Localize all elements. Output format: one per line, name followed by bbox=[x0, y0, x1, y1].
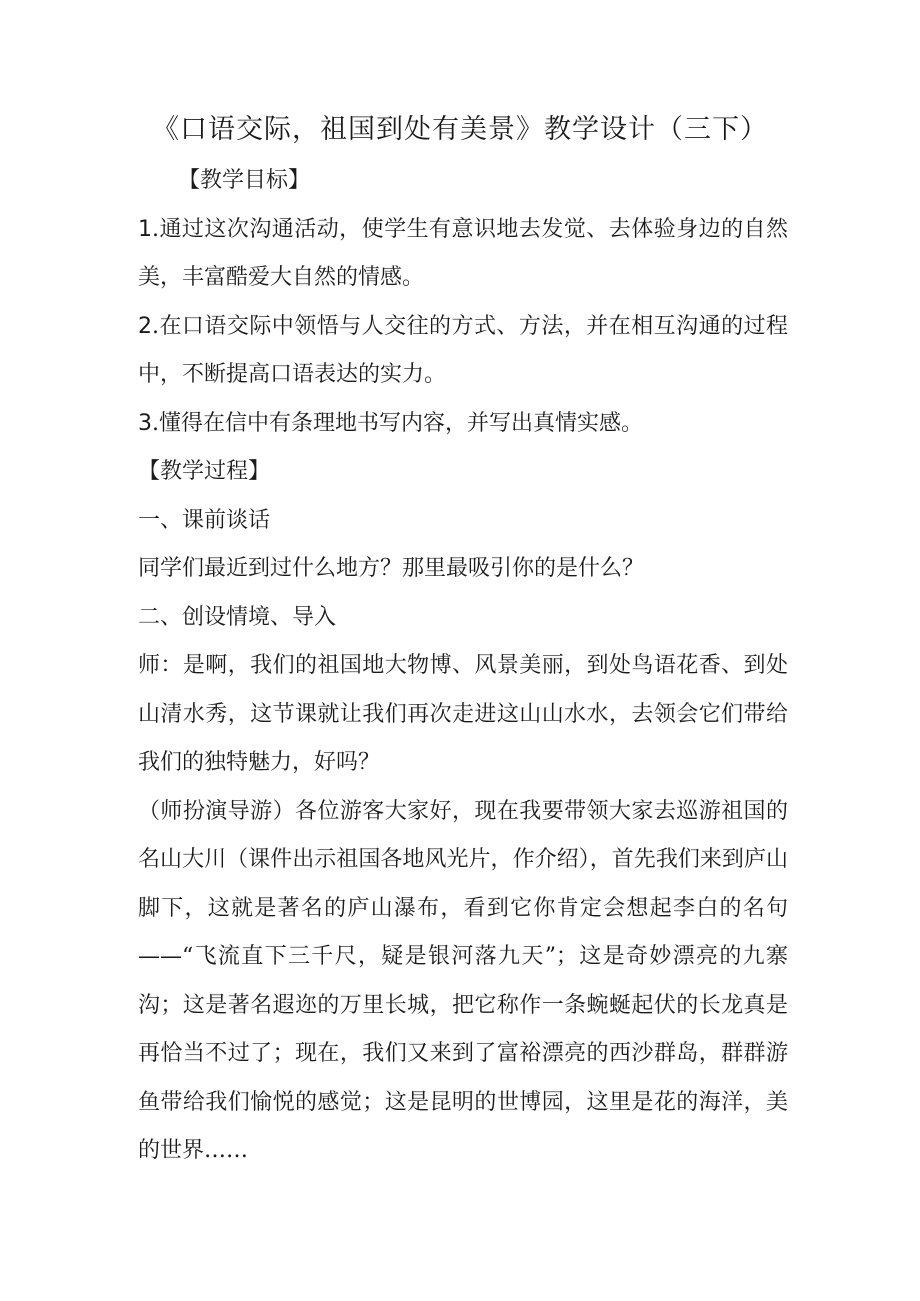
objective-number: 3 bbox=[138, 410, 152, 436]
objective-item-2 bbox=[138, 303, 788, 400]
document-body bbox=[138, 157, 788, 1176]
objective-text: .通过这次沟通活动，使学生有意识地去发觉、去体验身边的自然美，丰富酷爱大自然的情感。 bbox=[138, 216, 788, 290]
section2-paragraph-1: 师：是啊，我们的祖国地大物博、风景美丽，到处鸟语花香、到处山清水秀，这节课就让我们再次走进这山山水水，去领会它们带给我们的独特魅力，好吗？ bbox=[138, 653, 788, 775]
objective-item-3 bbox=[138, 400, 788, 449]
objective-number: 1 bbox=[138, 216, 152, 242]
process-heading: 【教学过程】 bbox=[138, 459, 271, 484]
objectives-heading: 【教学目标】 bbox=[178, 168, 311, 193]
section2-paragraph-2: （师扮演导游）各位游客大家好，现在我要带领大家去巡游祖国的名山大川（课件出示祖国各地风光片，作介绍），首先我们来到庐山脚下，这就是著名的庐山瀑布，看到它你肯定会想起李白的名句——“飞流直下三千尺，疑是银河落九天”；这是奇妙漂亮的九寨沟；这是著名遐迩的万里长城，把它称作一条蜿蜒起伏的长龙真是再恰当不过了；现在，我们又来到了富裕漂亮的西沙群岛，群群游鱼带给我们愉悦的感觉；这是昆明的世博园，这里是花的海洋，美的世界…… bbox=[138, 798, 788, 1163]
section1-heading: 一、课前谈话 bbox=[138, 507, 271, 533]
objective-text: .懂得在信中有条理地书写内容，并写出真情实感。 bbox=[152, 410, 643, 436]
section1-text: 同学们最近到过什么地方？那里最吸引你的是什么？ bbox=[138, 556, 645, 581]
section2-heading: 二、创设情境、导入 bbox=[138, 604, 337, 630]
objective-text: .在口语交际中领悟与人交往的方式、方法，并在相互沟通的过程中，不断提高口语表达的实力。 bbox=[138, 313, 788, 387]
document-title: 《口语交际，祖国到处有美景》教学设计（三下） bbox=[152, 114, 768, 145]
objective-item-1 bbox=[138, 206, 788, 303]
objective-number: 2 bbox=[138, 313, 152, 339]
